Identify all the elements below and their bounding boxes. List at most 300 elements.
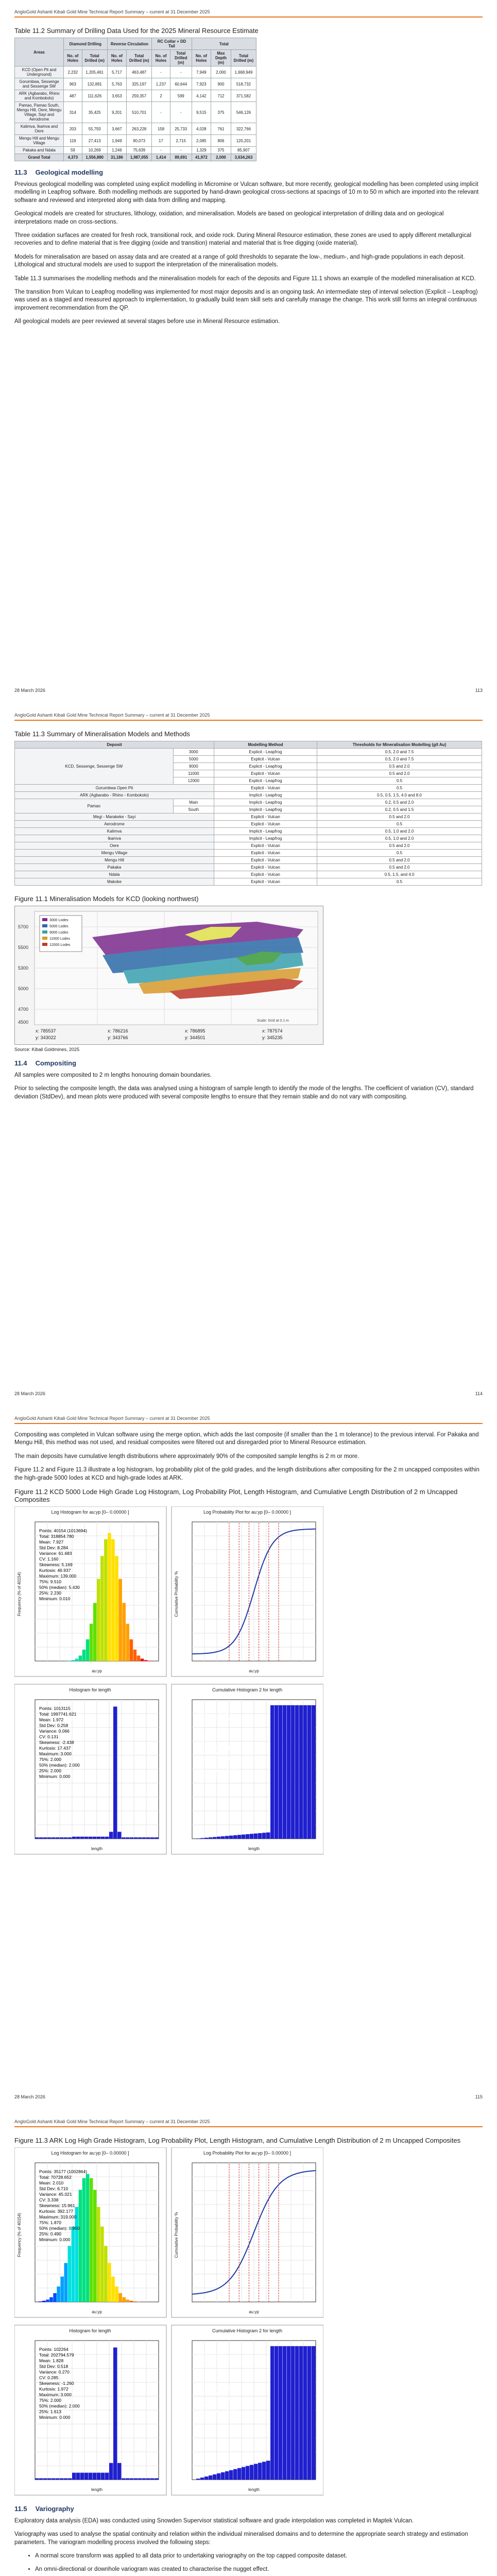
table-cell: 375 [211,147,231,154]
coord-x: x: 786895 [185,1028,205,1033]
y-label: 5000 [18,986,29,991]
histogram-bar [72,2473,76,2480]
section-heading: 11.3 Geological modelling [14,168,104,176]
table-cell: 120,201 [231,135,256,147]
stat-line: 50% (median): 2.000 [39,1762,80,1768]
histogram-bar [115,2286,118,2302]
body-text [14,181,483,326]
paragraph: Three oxidation surfaces are created for fresh rock, transitional rock, and oxide rock. During Mineral Resource estimation, these zones are used to apply different metallurgical recoveries and to define material that is free digging (oxide and transition) material and material that is free digging (oxide material). [14,232,472,247]
table-cell: 31,186 [107,154,126,161]
histogram-bar [42,2301,46,2302]
histogram-bar [46,2299,49,2302]
table-cell: 0.5 and 2.0 [317,857,482,864]
table-cell: 0.5, 1.0 and 2.0 [317,835,482,842]
stat-line: Variance: 45.021 [39,2192,72,2197]
cumulative-bar [295,1705,299,1839]
figure-caption: Figure 11.3 ARK Log High Grade Histogram, Log Probability Plot, Length Histogram, and Cumulative Length Distribution of 2 m Uncapped Composites [14,2137,461,2144]
table-cell: Explicit - Vulcan [214,878,317,886]
cumulative-bar [283,1705,287,1839]
subarea-cell: South [173,806,214,814]
stat-line: Mean: 1.972 [197,1722,222,1728]
table-cell: 17 [152,135,170,147]
axis-label: length [91,2487,102,2492]
table-cell: Explicit - Leapfrog [214,763,317,770]
coord-x: x: 785537 [36,1028,56,1033]
table-row [15,864,482,871]
stat-line: Std Dev: 0.518 [39,2364,68,2369]
histogram-bar [130,2478,134,2480]
panel-title: Cumulative Histogram 2 for length [212,1687,283,1693]
cumulative-bar [279,1705,283,1839]
column-subheader: Max Depth (m) [211,50,231,66]
table-row [15,799,482,806]
axis-label: Frequency (% of 40154) [17,1572,22,1616]
area-cell: Kalimva, Ikamva and Oere [15,123,64,135]
stat-line: Skewness: 15.961 [39,2203,75,2208]
histogram-bar [108,1533,111,1661]
area-cell: Pamao, Pamao South, Mengu Hill, Oere, Mengu Village, Sayi and Aerodrome [15,102,64,123]
stat-line: CV: 1.160 [39,1556,59,1562]
table-cell: 1,414 [152,154,170,161]
column-group-header: Total [192,38,256,50]
stat-line: 50% (median): 5.430 [39,1585,80,1590]
table-cell: 2,715 [170,135,192,147]
cumulative-bar [295,2346,299,2480]
histogram-bar [53,2293,57,2302]
cumulative-bar [242,2467,246,2480]
table-cell: 0.5 [317,821,482,828]
cumulative-bar [225,2471,229,2480]
table-cell: 0.5 [317,850,482,857]
table-row [15,857,482,864]
table-cell: Explicit - Vulcan [214,842,317,850]
drilling-summary-table [14,38,256,161]
histogram-bar [89,2473,93,2480]
stat-line: Skewness: -1.260 [39,2381,74,2386]
histogram-bar [146,2478,150,2480]
table-row [15,871,482,878]
subarea-cell: 5000 [173,756,214,763]
stat-line: Std Dev: 8.284 [39,1545,68,1551]
stat-line: Points: 102264 [39,2347,68,2352]
stat-line: Kurtosis: 17.437 [197,1751,229,1756]
plot-panel [14,2147,166,2317]
stat-line: 25%: 0.490 [39,2231,62,2236]
table-cell: 259,357 [127,90,152,102]
stat-line: CV: 0.131 [197,1739,217,1745]
histogram-bar [134,1837,138,1839]
panel-title: Log Histogram for au:yp [0– 0.00000 ] [51,2150,129,2156]
table-cell: 203 [64,123,82,135]
table-cell: 546,126 [231,102,256,123]
histogram-bar [100,1556,104,1661]
paragraph: Figure 11.2 and Figure 11.3 illustrate a log histogram, log probability plot of the gold grades, and the length distributions after compositing for the 2 m uncapped composites within the high-grade 5000 lodes at KCD and high-grade lodes at ARK. [14,1467,479,1481]
stat-line: Points: 102264 [197,2352,227,2357]
column-subheader: Total Drilled (m) [231,50,256,66]
histogram-bar [82,2178,86,2302]
stat-line: Points: 1013115 [39,1706,71,1711]
table-cell: 0.5, 2.0 and 7.5 [317,756,482,763]
table-cell: - [152,66,170,78]
scale-text: Scale: Grid at 0.1 m [257,1019,289,1023]
table-cell: - [170,102,192,123]
paragraph: The transition from Vulcan to Leapfrog modelling was implemented for most major deposits and is an ongoing task. An intermediate step of interval selection (Explicit – Leapfrog) was used as a staged and measured approach to implementation, to gradually build team skill sets and carefully manage the change. This work still forms an integral continuous improvement recommendation from the QP. [14,289,478,311]
histogram-bar [111,2277,115,2302]
kcd-3d-model-figure [14,906,323,1045]
histogram-bar [97,1579,100,1661]
cumulative-bar [266,2461,270,2480]
cumulative-bar [307,2346,312,2480]
stat-line: Std Dev: 0.258 [39,1723,68,1728]
panel-title: Log Histogram for au:yp [0– 0.00000 ] [51,1510,129,1515]
histogram-bar [117,1832,122,1839]
table-row [15,135,256,147]
ark-statistics-figure [14,2147,323,2498]
cumulative-bar [291,1705,295,1839]
cumulative-bar [204,2477,209,2480]
footer-date: 28 March 2026 [14,1391,46,1396]
table-cell: 59 [64,147,82,154]
histogram-bar [72,2227,75,2302]
table-cell: Explicit - Vulcan [214,871,317,878]
area-cell: ARK (Agbarabo, Rhino and Kombokolo) [15,90,64,102]
cumulative-bar [270,2346,275,2480]
stat-line: 25%: 2.000 [197,1773,220,1779]
table-cell: 89,691 [170,154,192,161]
histogram-bar [126,2478,130,2480]
area-cell: KCD (Open Pit and Underground) [15,66,64,78]
stat-line: CV: 0.285 [39,2375,59,2380]
stat-line: Points: 40154 (1013694) [39,1528,88,1534]
histogram-bar [76,2473,80,2480]
table-row [15,749,482,756]
table-cell: 7,923 [192,78,211,90]
page-4 [0,2110,497,2576]
column-header: Modelling Method [214,741,317,749]
table-cell: 5,763 [107,78,126,90]
page-3 [0,1406,497,2110]
section-heading: 11.5 Variography [14,2505,74,2513]
table-cell: Explicit - Vulcan [214,857,317,864]
histogram-bar [97,1837,101,1839]
table-cell: 0.5 and 2.0 [317,770,482,777]
table-cell: 0.5 and 2.0 [317,842,482,850]
stat-line: CV: 0.131 [39,1734,59,1740]
paragraph: Previous geological modelling was completed using explicit modelling in Micromine or Vulcan software, but more recently, geological modelling has been completed using implicit modelling in Leapfrog software. Both modelling methods are supported by hand-drawn geological cross-sections at spacings of 10 m to 50 m which are imported into the relevant software and reviewed and interpreted along with data from drilling and mapping. [14,181,479,204]
histogram-bar [47,1837,52,1839]
cumulative-bar [303,1705,307,1839]
table-cell: 1,556,880 [82,154,107,161]
table-row [15,835,482,842]
histogram-bar [64,2478,68,2480]
table-cell: 119 [64,135,82,147]
table-cell: Grand Total [15,154,64,161]
table-cell: 1,949 [107,135,126,147]
histogram-bar [93,2473,97,2480]
table-cell: 0.5 and 2.0 [317,864,482,871]
footer-date: 28 March 2026 [14,688,46,693]
table-cell: 0.5 and 2.0 [317,814,482,821]
table-cell: 712 [211,90,231,102]
stat-line: Maximum: 3.000 [197,1756,230,1762]
page-number: 113 [475,688,483,693]
legend-entry: 11000 Lodes [49,937,70,941]
histogram-bar [68,1837,72,1839]
histogram-bar [122,1837,126,1839]
table-cell: 325,197 [127,78,152,90]
cumulative-bar [229,1836,233,1839]
histogram-bar [76,1837,80,1839]
y-label: 5500 [18,945,29,950]
axis-label: Cumulative Probability % [174,2212,179,2258]
stat-line: Maximum: 139.000 [39,1573,77,1579]
cumulative-bar [279,2346,283,2480]
table-cell: 132,891 [82,78,107,90]
cumulative-bar [303,2346,307,2480]
list-item: • An omni-directional or downhole variogram was created to characterise the nugget effect. [35,2566,483,2573]
stat-line: 25%: 1.613 [197,2414,220,2419]
cumulative-bar [287,2346,291,2480]
histogram-bar [75,2207,79,2302]
table-cell: 4,028 [192,123,211,135]
table-row [15,785,482,792]
cumulative-bar [262,1833,266,1839]
stat-line: Minimum: 0.000 [39,1774,71,1780]
stat-line: 75%: 2.000 [39,2398,62,2403]
stat-line: 75%: 2.000 [197,2403,220,2408]
stat-line: Total: 1997741.621 [39,1711,77,1717]
histogram-bar [146,1837,150,1839]
deposit-cell: Pamao [15,799,174,814]
deposit-cell: Mengu Hill [15,857,214,864]
stat-line: 25%: 2.230 [39,1590,62,1596]
paragraph: Geological models are created for structures, lithology, oxidation, and mineralisation. Models are based on geological interpretation of drilling data and on geological interpretations made on cross-sections. [14,211,444,225]
cumulative-bar [237,1835,242,1839]
histogram-bar [57,2286,60,2302]
histogram-bar [101,1837,105,1839]
panel-title: Log Probability Plot for au:yp [0– 0.00000 ] [203,2150,292,2156]
cumulative-bar [307,1705,312,1839]
kcd-statistics-figure [14,1506,323,1857]
mineralisation-models-table [14,741,482,886]
coord-y: y: 343022 [36,1035,56,1040]
stat-line: Mean: 2.010 [39,2180,64,2185]
column-subheader: No. of Holes [152,50,170,66]
cumulative-bar [258,1833,262,1839]
stat-line: Points: 35177 (1002864) [39,2169,88,2174]
column-subheader: Total Drilled (m) [170,50,192,66]
histogram-bar [118,2293,122,2302]
table-cell: 4,373 [64,154,82,161]
cumulative-bar [213,2475,217,2480]
column-group-header: Diamond Drilling [64,38,108,50]
column-subheader: No. of Holes [64,50,82,66]
table-cell: Implicit - Leapfrog [214,828,317,835]
table-cell: 0.5 [317,777,482,785]
page-2 [0,703,497,1406]
table-cell: - [170,147,192,154]
cumulative-bar [196,1838,200,1839]
histogram-bar [56,2478,60,2480]
table-cell: 0.5, 1.0 and 2.0 [317,828,482,835]
histogram-bar [108,2263,111,2302]
stat-line: CV: 3.338 [39,2197,59,2202]
y-label: 4500 [18,1020,29,1025]
panel-title: Histogram for length [69,1687,111,1693]
cumulative-bar [200,1838,204,1839]
table-cell: 371,582 [231,90,256,102]
table-cell: Explicit - Leapfrog [214,749,317,756]
stat-line: Std Dev: 6.710 [39,2186,68,2191]
table-cell: 0.5 [317,785,482,792]
paragraph: Compositing was completed in Vulcan software using the merge option, which adds the last composite (if smaller than the 1 m tolerance) to the previous interval. For Pakaka and Mengu Hill, this method was not used, and residual composites were filtered out and disregarded prior to Mineral Resource estimation. [14,1432,479,1446]
coord-y: y: 344501 [185,1035,205,1040]
stat-line: Mean: 1.828 [39,2358,64,2363]
table-row [15,842,482,850]
histogram-bar [130,2301,133,2302]
subarea-cell: 3000 [173,749,214,756]
column-subheader: Total Drilled (m) [127,50,152,66]
table-cell: Explicit - Vulcan [214,821,317,828]
stat-line: Total: 202794.579 [39,2352,74,2358]
histogram-bar [39,2301,42,2302]
coord-x: x: 787574 [262,1028,283,1033]
page-header: AngloGold Ashanti Kibali Gold Mine Technical Report Summary – current at 31 December 2025 [14,2119,483,2127]
histogram-bar [35,1837,39,1839]
cumulative-bar [258,2463,262,2480]
stat-line: Total: 202794.579 [197,2358,232,2363]
histogram-bar [97,2473,101,2480]
histogram-bar [101,2473,105,2480]
histogram-bar [117,2463,122,2480]
deposit-cell: Ikamva [15,835,214,842]
page-header: AngloGold Ashanti Kibali Gold Mine Technical Report Summary – current at 31 December 2025 [14,713,483,721]
histogram-bar [104,2246,108,2302]
table-row [15,828,482,835]
stat-line: Maximum: 3.000 [197,2397,230,2402]
cumulative-bar [299,2346,303,2480]
histogram-bar [84,1837,89,1839]
histogram-bar [86,1639,90,1661]
axis-label: length [91,1846,102,1852]
column-header: Thresholds for Mineralisation Modelling (g/t Au) [317,741,482,749]
table-cell: 2,000 [211,66,231,78]
y-label: 5700 [18,924,29,929]
area-cell: Mengu Hill and Mengu Village [15,135,64,147]
stat-line: Skewness: 5.169 [39,1562,73,1568]
paragraph: The main deposits have cumulative length distributions where approximately 90% of the composited sample lengths is 2 m or more. [14,1453,359,1460]
cumulative-bar [204,1838,209,1839]
stat-line: Mean: 7.927 [39,1539,64,1545]
table-cell: 806 [211,135,231,147]
table-row [15,78,256,90]
histogram-bar [68,2478,72,2480]
stat-line: Variance: 0.066 [39,1728,70,1734]
histogram-bar [90,1624,93,1661]
cumulative-bar [262,2462,266,2480]
table-cell: 0.2, 0.5 and 1.5 [317,806,482,814]
table-cell: 41,972 [192,154,211,161]
table-cell: 3,653 [107,90,126,102]
histogram-bar [47,2478,52,2480]
table-cell: Explicit - Vulcan [214,785,317,792]
coord-y: y: 345235 [262,1035,283,1040]
kcd-model-view [15,906,323,1044]
page-number: 114 [475,1391,483,1396]
deposit-cell: Megi - Marakeke - Sayi [15,814,214,821]
axis-label: au:yp [249,1669,259,1674]
table-cell: 10,269 [82,147,107,154]
table-cell: 463,487 [127,66,152,78]
table-row [15,850,482,857]
total-row [15,154,256,161]
stat-line: Kurtosis: 1.972 [197,2392,227,2397]
plot-panel [14,1506,166,1676]
histogram-bar [113,1707,117,1839]
table-cell: 1,237 [152,78,170,90]
cumulative-bar [221,1836,225,1839]
column-group-header: RC Collar + DD Tail [152,38,192,50]
histogram-bar [105,2473,109,2480]
table-cell: 7,949 [192,66,211,78]
stat-line: Minimum: 0.000 [197,1779,229,1785]
histogram-bar [126,1624,129,1661]
cumulative-bar [246,2466,250,2480]
histogram-bar [109,1832,113,1839]
cumulative-bar [196,2479,200,2480]
table-cell: 85,907 [231,147,256,154]
histogram-bar [111,1539,115,1661]
histogram-bar [89,1837,93,1839]
stat-line: Kurtosis: 17.437 [39,1745,71,1751]
table-row [15,814,482,821]
cumulative-bar [250,1834,254,1839]
histogram-bar [80,2473,84,2480]
table-cell: 158 [152,123,170,135]
histogram-bar [155,2478,159,2480]
bullet-list [14,2552,483,2576]
stat-line: 75%: 2.000 [197,1762,220,1768]
histogram-bar [97,2207,100,2302]
table-cell: 25,733 [170,123,192,135]
histogram-bar [79,1655,82,1661]
y-label: 5300 [18,965,29,971]
histogram-bar [133,2301,137,2302]
histogram-bar [52,1837,56,1839]
deposit-cell: Oere [15,842,214,850]
cumulative-bar [266,1833,270,1839]
subarea-cell: 9000 [173,763,214,770]
histogram-bar [52,2478,56,2480]
statistics-plots [14,1506,323,1857]
table-cell: 761 [211,123,231,135]
table-cell: Explicit - Leapfrog [214,777,317,785]
table-cell: 0.2, 0.5 and 2.0 [317,799,482,806]
cumulative-bar [275,2346,279,2480]
histogram-bar [133,1650,137,1661]
paragraph: Variography was used to analyse the spatial continuity and relation within the individual mineralised domains and to determine the appropriate search strategy and estimation parameters. The variogram modelling process involved the following steps: [14,2531,468,2546]
column-group-header: Reverse Circulation [107,38,152,50]
histogram-bar [43,2478,47,2480]
cumulative-bar [275,1705,279,1839]
table-cell: 1,668,949 [231,66,256,78]
cumulative-bar [213,1837,217,1839]
stat-line: Total: 70728.652 [39,2175,72,2180]
cumulative-bar [254,1834,258,1839]
histogram-bar [115,1556,118,1661]
histogram-bar [35,2478,39,2480]
cumulative-bar [229,2470,233,2480]
